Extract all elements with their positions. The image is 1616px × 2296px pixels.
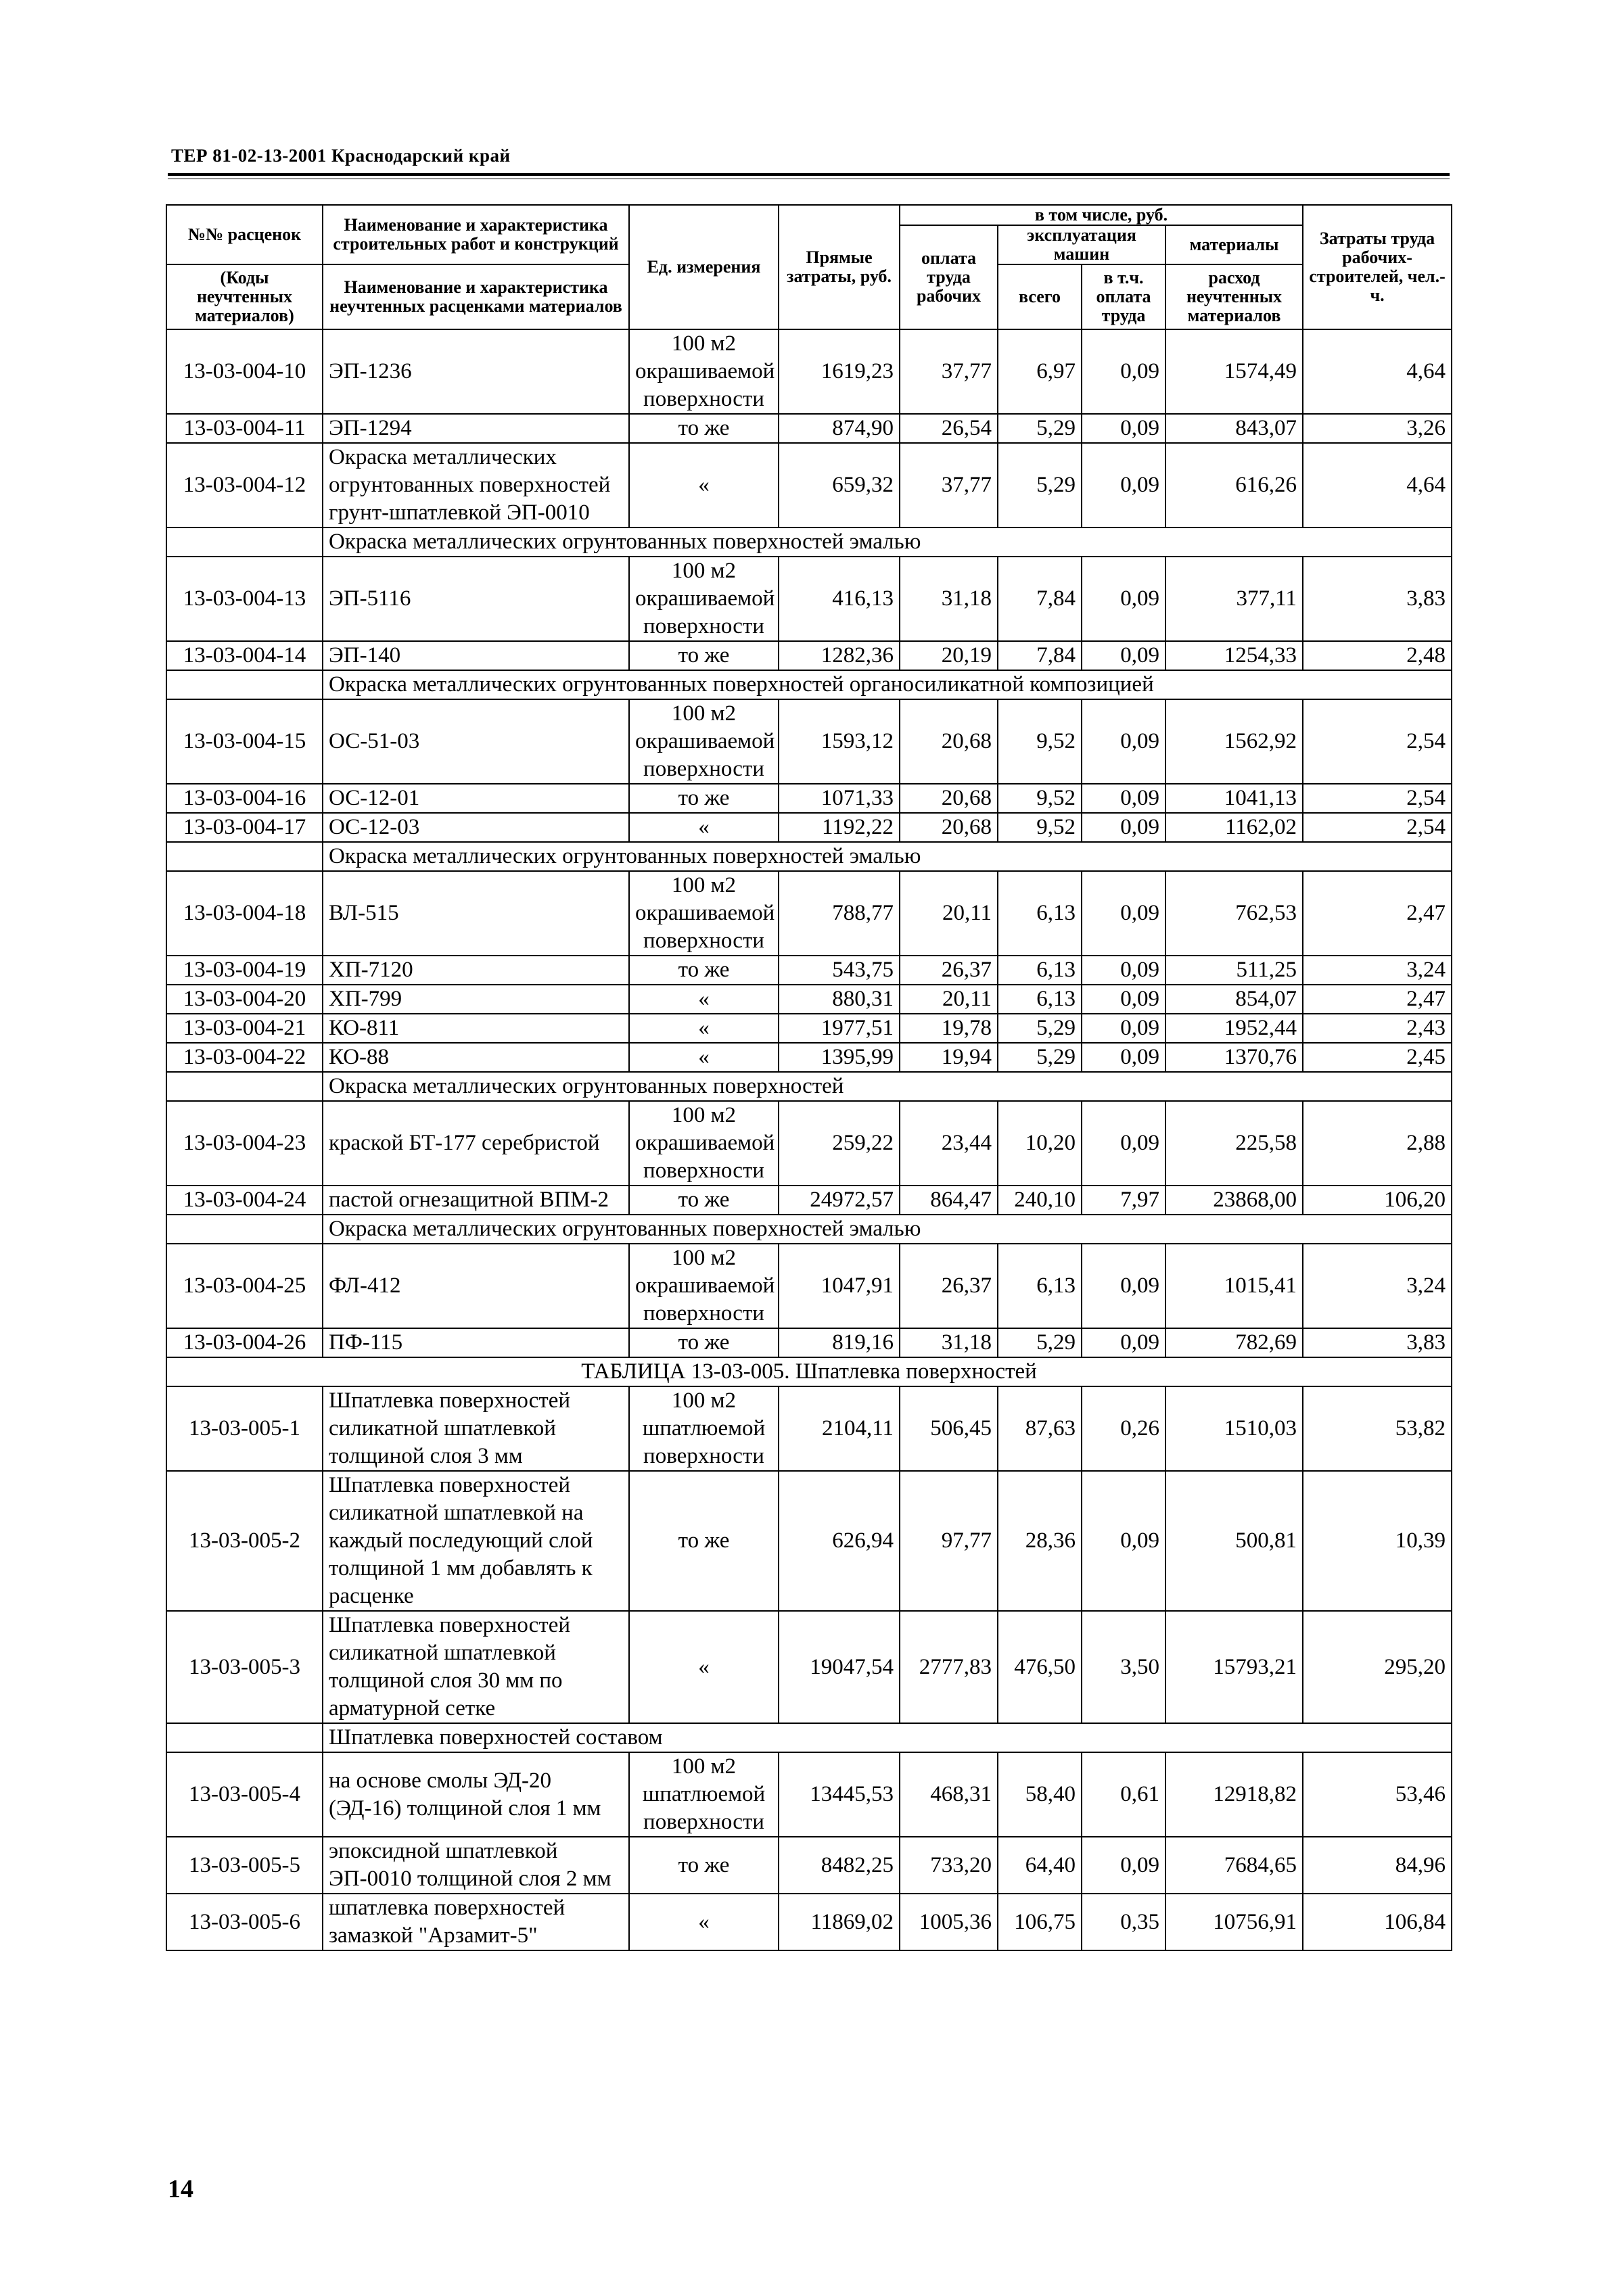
direct-costs-cell: 788,77 <box>779 871 900 956</box>
table-row <box>166 813 1452 842</box>
unit-cell: 100 м2 шпатлюемой поверхности <box>629 1386 779 1471</box>
section-title: Окраска металлических огрунтованных поверхностей эмалью <box>323 528 1452 557</box>
labor-costs-cell: 2,47 <box>1303 871 1452 956</box>
materials-cell: 7684,65 <box>1165 1837 1303 1894</box>
work-name-cell: Шпатлевка поверхностей силикатной шпатлевкой на каждый последующий слой толщиной 1 мм добавлять к расценке <box>323 1471 629 1611</box>
machines-total-cell: 5,29 <box>998 1043 1082 1072</box>
unit-cell: то же <box>629 956 779 985</box>
machines-total-cell: 106,75 <box>998 1894 1082 1950</box>
machines-total-cell: 5,29 <box>998 1328 1082 1357</box>
unit-cell: то же <box>629 1186 779 1215</box>
work-name-cell: КО-88 <box>323 1043 629 1072</box>
col-header-materials-sub: расход неучтенных материалов <box>1165 264 1303 329</box>
direct-costs-cell: 13445,53 <box>779 1752 900 1837</box>
unit-cell: то же <box>629 1837 779 1894</box>
labor-costs-cell: 3,24 <box>1303 956 1452 985</box>
machines-total-cell: 7,84 <box>998 557 1082 641</box>
table-row <box>166 1328 1452 1357</box>
labor-pay-cell: 37,77 <box>900 443 998 528</box>
section-blank-cell <box>166 1215 323 1244</box>
machines-pay-cell: 0,09 <box>1082 699 1165 784</box>
machines-pay-cell: 0,09 <box>1082 557 1165 641</box>
direct-costs-cell: 1047,91 <box>779 1244 900 1328</box>
labor-pay-cell: 19,94 <box>900 1043 998 1072</box>
labor-pay-cell: 31,18 <box>900 1328 998 1357</box>
labor-pay-cell: 26,37 <box>900 1244 998 1328</box>
machines-total-cell: 28,36 <box>998 1471 1082 1611</box>
section-blank-cell <box>166 1723 323 1752</box>
machines-total-cell: 476,50 <box>998 1611 1082 1723</box>
labor-pay-cell: 20,19 <box>900 641 998 670</box>
labor-costs-cell: 2,54 <box>1303 699 1452 784</box>
machines-pay-cell: 0,09 <box>1082 1328 1165 1357</box>
table-row <box>166 1752 1452 1837</box>
work-name-cell: ХП-7120 <box>323 956 629 985</box>
unit-cell: то же <box>629 1328 779 1357</box>
work-name-cell: ПФ-115 <box>323 1328 629 1357</box>
work-name-cell: краской БТ-177 серебристой <box>323 1101 629 1186</box>
machines-total-cell: 6,97 <box>998 329 1082 414</box>
rate-code-cell: 13-03-004-15 <box>166 699 323 784</box>
machines-total-cell: 240,10 <box>998 1186 1082 1215</box>
rate-code-cell: 13-03-004-16 <box>166 784 323 813</box>
work-name-cell: на основе смолы ЭД-20 (ЭД-16) толщиной слоя 1 мм <box>323 1752 629 1837</box>
direct-costs-cell: 880,31 <box>779 985 900 1014</box>
labor-costs-cell: 84,96 <box>1303 1837 1452 1894</box>
rate-code-cell: 13-03-004-12 <box>166 443 323 528</box>
rate-code-cell: 13-03-004-24 <box>166 1186 323 1215</box>
materials-cell: 1574,49 <box>1165 329 1303 414</box>
machines-pay-cell: 0,09 <box>1082 1101 1165 1186</box>
work-name-cell: ЭП-1236 <box>323 329 629 414</box>
labor-costs-cell: 295,20 <box>1303 1611 1452 1723</box>
rate-code-cell: 13-03-004-13 <box>166 557 323 641</box>
machines-pay-cell: 0,26 <box>1082 1386 1165 1471</box>
labor-pay-cell: 31,18 <box>900 557 998 641</box>
machines-pay-cell: 0,35 <box>1082 1894 1165 1950</box>
direct-costs-cell: 416,13 <box>779 557 900 641</box>
labor-costs-cell: 2,88 <box>1303 1101 1452 1186</box>
materials-cell: 1952,44 <box>1165 1014 1303 1043</box>
direct-costs-cell: 1977,51 <box>779 1014 900 1043</box>
labor-costs-cell: 2,54 <box>1303 813 1452 842</box>
table-row <box>166 1186 1452 1215</box>
col-header-machines-total: всего <box>998 264 1082 329</box>
direct-costs-cell: 1071,33 <box>779 784 900 813</box>
labor-costs-cell: 53,46 <box>1303 1752 1452 1837</box>
col-header-including-group: в том числе, руб. <box>900 205 1303 225</box>
direct-costs-cell: 1395,99 <box>779 1043 900 1072</box>
col-header-materials: материалы <box>1165 225 1303 264</box>
table-title: ТАБЛИЦА 13-03-005. Шпатлевка поверхностей <box>166 1357 1452 1386</box>
rate-code-cell: 13-03-004-22 <box>166 1043 323 1072</box>
labor-costs-cell: 2,43 <box>1303 1014 1452 1043</box>
labor-costs-cell: 10,39 <box>1303 1471 1452 1611</box>
table-row <box>166 1894 1452 1950</box>
labor-costs-cell: 2,45 <box>1303 1043 1452 1072</box>
labor-costs-cell: 3,83 <box>1303 1328 1452 1357</box>
col-header-name-main: Наименование и характеристика строительных работ и конструкций <box>323 205 629 264</box>
materials-cell: 1562,92 <box>1165 699 1303 784</box>
table-row <box>166 985 1452 1014</box>
rate-code-cell: 13-03-004-19 <box>166 956 323 985</box>
work-name-cell: КО-811 <box>323 1014 629 1043</box>
work-name-cell: ОС-12-03 <box>323 813 629 842</box>
unit-cell: 100 м2 окрашиваемой поверхности <box>629 557 779 641</box>
direct-costs-cell: 1282,36 <box>779 641 900 670</box>
section-blank-cell <box>166 670 323 699</box>
col-header-name-sub: Наименование и характеристика неучтенных расценками материалов <box>323 264 629 329</box>
unit-cell: то же <box>629 641 779 670</box>
rate-code-cell: 13-03-005-5 <box>166 1837 323 1894</box>
labor-pay-cell: 20,68 <box>900 699 998 784</box>
machines-total-cell: 6,13 <box>998 985 1082 1014</box>
machines-pay-cell: 0,09 <box>1082 985 1165 1014</box>
section-header-row <box>166 1072 1452 1101</box>
work-name-cell: ОС-51-03 <box>323 699 629 784</box>
rate-code-cell: 13-03-005-4 <box>166 1752 323 1837</box>
labor-pay-cell: 20,68 <box>900 784 998 813</box>
table-row <box>166 1471 1452 1611</box>
unit-cell: « <box>629 813 779 842</box>
col-header-labor-costs: Затраты труда рабочих-строителей, чел.-ч. <box>1303 205 1452 329</box>
materials-cell: 782,69 <box>1165 1328 1303 1357</box>
section-blank-cell <box>166 842 323 871</box>
machines-total-cell: 7,84 <box>998 641 1082 670</box>
table-row <box>166 443 1452 528</box>
unit-cell: « <box>629 1043 779 1072</box>
labor-pay-cell: 733,20 <box>900 1837 998 1894</box>
work-name-cell: шпатлевка поверхностей замазкой "Арзамит-5" <box>323 1894 629 1950</box>
rate-code-cell: 13-03-005-6 <box>166 1894 323 1950</box>
labor-costs-cell: 2,54 <box>1303 784 1452 813</box>
machines-total-cell: 6,13 <box>998 956 1082 985</box>
section-header-row <box>166 528 1452 557</box>
work-name-cell: Шпатлевка поверхностей силикатной шпатлевкой толщиной слоя 3 мм <box>323 1386 629 1471</box>
col-header-unit: Ед. измерения <box>629 205 779 329</box>
rate-code-cell: 13-03-005-2 <box>166 1471 323 1611</box>
machines-total-cell: 9,52 <box>998 813 1082 842</box>
table-row <box>166 329 1452 414</box>
rate-code-cell: 13-03-004-25 <box>166 1244 323 1328</box>
unit-cell: то же <box>629 1471 779 1611</box>
unit-cell: « <box>629 1894 779 1950</box>
labor-costs-cell: 4,64 <box>1303 329 1452 414</box>
table-body <box>166 329 1452 1950</box>
machines-pay-cell: 0,61 <box>1082 1752 1165 1837</box>
section-title: Окраска металлических огрунтованных поверхностей <box>323 1072 1452 1101</box>
direct-costs-cell: 659,32 <box>779 443 900 528</box>
work-name-cell: эпоксидной шпатлевкой ЭП-0010 толщиной слоя 2 мм <box>323 1837 629 1894</box>
machines-pay-cell: 0,09 <box>1082 871 1165 956</box>
materials-cell: 1370,76 <box>1165 1043 1303 1072</box>
materials-cell: 225,58 <box>1165 1101 1303 1186</box>
labor-costs-cell: 2,48 <box>1303 641 1452 670</box>
labor-costs-cell: 3,26 <box>1303 414 1452 443</box>
materials-cell: 854,07 <box>1165 985 1303 1014</box>
machines-pay-cell: 0,09 <box>1082 1014 1165 1043</box>
machines-total-cell: 9,52 <box>998 699 1082 784</box>
col-header-machines-pay: в т.ч. оплата труда <box>1082 264 1165 329</box>
materials-cell: 377,11 <box>1165 557 1303 641</box>
section-blank-cell <box>166 1072 323 1101</box>
labor-pay-cell: 20,11 <box>900 871 998 956</box>
machines-total-cell: 9,52 <box>998 784 1082 813</box>
machines-total-cell: 58,40 <box>998 1752 1082 1837</box>
rate-code-cell: 13-03-004-11 <box>166 414 323 443</box>
labor-costs-cell: 106,20 <box>1303 1186 1452 1215</box>
materials-cell: 843,07 <box>1165 414 1303 443</box>
section-header-row <box>166 670 1452 699</box>
work-name-cell: ХП-799 <box>323 985 629 1014</box>
rate-code-cell: 13-03-004-21 <box>166 1014 323 1043</box>
materials-cell: 1162,02 <box>1165 813 1303 842</box>
work-name-cell: ЭП-1294 <box>323 414 629 443</box>
section-title: Окраска металлических огрунтованных поверхностей эмалью <box>323 1215 1452 1244</box>
materials-cell: 1254,33 <box>1165 641 1303 670</box>
rate-code-cell: 13-03-004-20 <box>166 985 323 1014</box>
unit-cell: « <box>629 985 779 1014</box>
machines-total-cell: 10,20 <box>998 1101 1082 1186</box>
work-name-cell: Шпатлевка поверхностей силикатной шпатлевкой толщиной слоя 30 мм по арматурной сетке <box>323 1611 629 1723</box>
section-title: Окраска металлических огрунтованных поверхностей органосиликатной композицией <box>323 670 1452 699</box>
rate-code-cell: 13-03-005-3 <box>166 1611 323 1723</box>
direct-costs-cell: 11869,02 <box>779 1894 900 1950</box>
table-row <box>166 1837 1452 1894</box>
labor-pay-cell: 864,47 <box>900 1186 998 1215</box>
machines-total-cell: 64,40 <box>998 1837 1082 1894</box>
section-header-row <box>166 1723 1452 1752</box>
section-header-row <box>166 1215 1452 1244</box>
work-name-cell: пастой огнезащитной ВПМ-2 <box>323 1186 629 1215</box>
table-row <box>166 1014 1452 1043</box>
machines-pay-cell: 0,09 <box>1082 784 1165 813</box>
header-rule <box>168 173 1450 176</box>
direct-costs-cell: 819,16 <box>779 1328 900 1357</box>
machines-total-cell: 5,29 <box>998 414 1082 443</box>
direct-costs-cell: 626,94 <box>779 1471 900 1611</box>
machines-pay-cell: 0,09 <box>1082 1837 1165 1894</box>
labor-pay-cell: 26,37 <box>900 956 998 985</box>
table-row <box>166 871 1452 956</box>
materials-cell: 762,53 <box>1165 871 1303 956</box>
materials-cell: 12918,82 <box>1165 1752 1303 1837</box>
labor-pay-cell: 2777,83 <box>900 1611 998 1723</box>
machines-pay-cell: 0,09 <box>1082 1043 1165 1072</box>
unit-cell: 100 м2 окрашиваемой поверхности <box>629 871 779 956</box>
machines-total-cell: 6,13 <box>998 871 1082 956</box>
unit-cell: 100 м2 окрашиваемой поверхности <box>629 1244 779 1328</box>
labor-pay-cell: 1005,36 <box>900 1894 998 1950</box>
labor-costs-cell: 3,83 <box>1303 557 1452 641</box>
machines-pay-cell: 0,09 <box>1082 443 1165 528</box>
table-row <box>166 641 1452 670</box>
labor-costs-cell: 3,24 <box>1303 1244 1452 1328</box>
table-row <box>166 956 1452 985</box>
work-name-cell: ВЛ-515 <box>323 871 629 956</box>
work-name-cell: ФЛ-412 <box>323 1244 629 1328</box>
rate-code-cell: 13-03-004-14 <box>166 641 323 670</box>
machines-pay-cell: 7,97 <box>1082 1186 1165 1215</box>
machines-pay-cell: 0,09 <box>1082 329 1165 414</box>
unit-cell: « <box>629 1014 779 1043</box>
col-header-machines: эксплуатация машин <box>998 225 1165 264</box>
labor-pay-cell: 468,31 <box>900 1752 998 1837</box>
col-header-code-sub: (Коды неучтенных материалов) <box>166 264 323 329</box>
col-header-code-main: №№ расценок <box>166 205 323 264</box>
machines-total-cell: 87,63 <box>998 1386 1082 1471</box>
price-table <box>166 204 1452 1951</box>
rate-code-cell: 13-03-005-1 <box>166 1386 323 1471</box>
machines-total-cell: 5,29 <box>998 443 1082 528</box>
unit-cell: 100 м2 окрашиваемой поверхности <box>629 699 779 784</box>
table-row <box>166 557 1452 641</box>
section-blank-cell <box>166 528 323 557</box>
work-name-cell: ЭП-5116 <box>323 557 629 641</box>
direct-costs-cell: 543,75 <box>779 956 900 985</box>
direct-costs-cell: 259,22 <box>779 1101 900 1186</box>
table-row <box>166 1043 1452 1072</box>
materials-cell: 1510,03 <box>1165 1386 1303 1471</box>
machines-pay-cell: 0,09 <box>1082 1471 1165 1611</box>
direct-costs-cell: 19047,54 <box>779 1611 900 1723</box>
rate-code-cell: 13-03-004-26 <box>166 1328 323 1357</box>
unit-cell: 100 м2 окрашиваемой поверхности <box>629 329 779 414</box>
labor-costs-cell: 4,64 <box>1303 443 1452 528</box>
unit-cell: то же <box>629 414 779 443</box>
page-number: 14 <box>168 2175 193 2203</box>
col-header-direct-costs: Прямые затраты, руб. <box>779 205 900 329</box>
labor-pay-cell: 506,45 <box>900 1386 998 1471</box>
col-header-labor-pay: оплата труда рабочих <box>900 225 998 329</box>
section-title: Шпатлевка поверхностей составом <box>323 1723 1452 1752</box>
table-title-row <box>166 1357 1452 1386</box>
labor-pay-cell: 20,11 <box>900 985 998 1014</box>
section-header-row <box>166 842 1452 871</box>
direct-costs-cell: 1593,12 <box>779 699 900 784</box>
direct-costs-cell: 8482,25 <box>779 1837 900 1894</box>
unit-cell: 100 м2 окрашиваемой поверхности <box>629 1101 779 1186</box>
machines-pay-cell: 0,09 <box>1082 414 1165 443</box>
materials-cell: 616,26 <box>1165 443 1303 528</box>
table-row <box>166 1244 1452 1328</box>
labor-costs-cell: 106,84 <box>1303 1894 1452 1950</box>
materials-cell: 15793,21 <box>1165 1611 1303 1723</box>
direct-costs-cell: 874,90 <box>779 414 900 443</box>
materials-cell: 511,25 <box>1165 956 1303 985</box>
table-row <box>166 1386 1452 1471</box>
table-row <box>166 784 1452 813</box>
direct-costs-cell: 1192,22 <box>779 813 900 842</box>
machines-pay-cell: 0,09 <box>1082 813 1165 842</box>
table-row <box>166 699 1452 784</box>
rate-code-cell: 13-03-004-17 <box>166 813 323 842</box>
machines-total-cell: 5,29 <box>998 1014 1082 1043</box>
direct-costs-cell: 1619,23 <box>779 329 900 414</box>
table-row <box>166 1101 1452 1186</box>
materials-cell: 500,81 <box>1165 1471 1303 1611</box>
document-header: ТЕР 81-02-13-2001 Краснодарский край <box>171 145 511 166</box>
work-name-cell: Окраска металлических огрунтованных поверхностей грунт-шпатлевкой ЭП-0010 <box>323 443 629 528</box>
labor-costs-cell: 53,82 <box>1303 1386 1452 1471</box>
labor-pay-cell: 97,77 <box>900 1471 998 1611</box>
machines-total-cell: 6,13 <box>998 1244 1082 1328</box>
machines-pay-cell: 0,09 <box>1082 1244 1165 1328</box>
unit-cell: « <box>629 443 779 528</box>
labor-pay-cell: 20,68 <box>900 813 998 842</box>
table-row <box>166 1611 1452 1723</box>
materials-cell: 23868,00 <box>1165 1186 1303 1215</box>
direct-costs-cell: 24972,57 <box>779 1186 900 1215</box>
rate-code-cell: 13-03-004-23 <box>166 1101 323 1186</box>
labor-pay-cell: 23,44 <box>900 1101 998 1186</box>
rate-code-cell: 13-03-004-10 <box>166 329 323 414</box>
section-title: Окраска металлических огрунтованных поверхностей эмалью <box>323 842 1452 871</box>
materials-cell: 1015,41 <box>1165 1244 1303 1328</box>
rate-code-cell: 13-03-004-18 <box>166 871 323 956</box>
work-name-cell: ОС-12-01 <box>323 784 629 813</box>
labor-pay-cell: 19,78 <box>900 1014 998 1043</box>
labor-costs-cell: 2,47 <box>1303 985 1452 1014</box>
direct-costs-cell: 2104,11 <box>779 1386 900 1471</box>
machines-pay-cell: 3,50 <box>1082 1611 1165 1723</box>
labor-pay-cell: 37,77 <box>900 329 998 414</box>
labor-pay-cell: 26,54 <box>900 414 998 443</box>
unit-cell: « <box>629 1611 779 1723</box>
materials-cell: 1041,13 <box>1165 784 1303 813</box>
unit-cell: то же <box>629 784 779 813</box>
machines-pay-cell: 0,09 <box>1082 956 1165 985</box>
work-name-cell: ЭП-140 <box>323 641 629 670</box>
materials-cell: 10756,91 <box>1165 1894 1303 1950</box>
unit-cell: 100 м2 шпатлюемой поверхности <box>629 1752 779 1837</box>
machines-pay-cell: 0,09 <box>1082 641 1165 670</box>
table-row <box>166 414 1452 443</box>
